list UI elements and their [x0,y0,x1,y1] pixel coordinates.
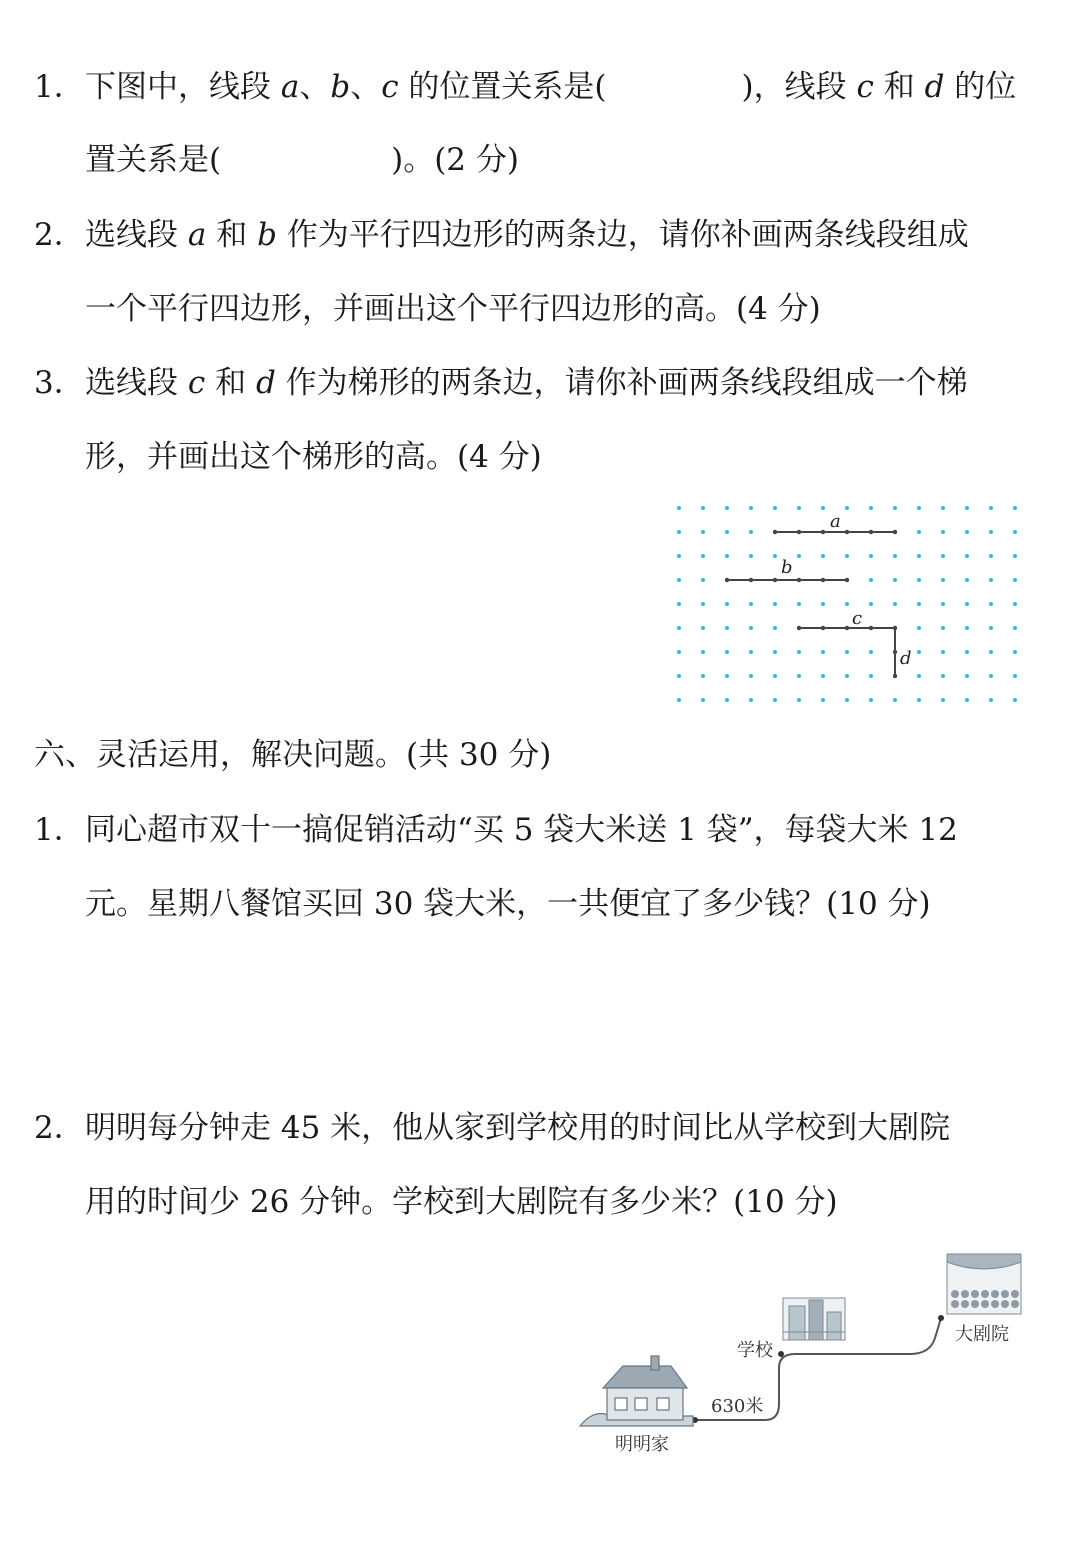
grid-dot [941,626,945,630]
grid-dot [773,674,777,678]
grid-dot [821,650,825,654]
grid-dot [989,602,993,606]
grid-dot [965,650,969,654]
grid-dot [677,578,681,582]
grid-dot [1013,698,1017,702]
segment-point [869,626,873,630]
grid-dot [749,554,753,558]
grid-dot [893,698,897,702]
grid-dot [845,674,849,678]
grid-dot [821,506,825,510]
grid-dot [821,698,825,702]
house-icon [580,1356,693,1426]
grid-dot [773,698,777,702]
grid-dot [725,698,729,702]
grid-dot [893,578,897,582]
grid-dot [749,530,753,534]
segment-point [797,578,801,582]
grid-dot [941,602,945,606]
label-school: 学校 [737,1340,773,1361]
segment-point [893,626,897,630]
question-text: 一个平行四边形，并画出这个平行四边形的高。(4 分) [85,291,821,327]
grid-dot [869,578,873,582]
grid-dot [701,554,705,558]
grid-dot [749,674,753,678]
segment-point [845,626,849,630]
question-text: 选线段 a 和 b 作为平行四边形的两条边，请你补画两条线段组成 [85,217,969,253]
segment-point [893,530,897,534]
grid-dot [701,506,705,510]
grid-dot [1013,554,1017,558]
grid-dot [989,578,993,582]
grid-dot [917,650,921,654]
grid-dot [893,602,897,606]
grid-dot [989,674,993,678]
grid-dot [917,578,921,582]
grid-dot [797,506,801,510]
segment-point [797,626,801,630]
grid-dot [845,554,849,558]
grid-dot [941,650,945,654]
grid-dot [701,698,705,702]
grid-dot [773,626,777,630]
grid-dot [917,698,921,702]
grid-dot [677,602,681,606]
segment-point [845,578,849,582]
grid-dot [941,674,945,678]
grid-dot [749,650,753,654]
grid-dot [893,506,897,510]
grid-dot [725,602,729,606]
grid-dot [1013,602,1017,606]
label-d: d [900,648,912,669]
grid-dot [773,650,777,654]
grid-dot [725,674,729,678]
grid-dot [869,698,873,702]
grid-dot [773,602,777,606]
question-text: 下图中，线段 a、b、c 的位置关系是( )，线段 c 和 d 的位 [85,69,1017,105]
grid-dot [677,554,681,558]
segment-point [893,674,897,678]
grid-dot [773,554,777,558]
route-map-figure [575,1248,1035,1488]
theater-dot [938,1315,944,1321]
grid-dot [1013,578,1017,582]
question-text: 形，并画出这个梯形的高。(4 分) [85,439,542,475]
question-text: 元。星期八餐馆买回 30 袋大米，一共便宜了多少钱？(10 分) [85,886,931,922]
question-number: 1． [34,812,85,848]
grid-dot [845,506,849,510]
grid-dot [725,626,729,630]
grid-dot [701,674,705,678]
grid-dot [749,506,753,510]
grid-dot [797,650,801,654]
segment-point [845,530,849,534]
grid-dot [965,674,969,678]
question-number: 2． [34,217,85,253]
grid-dot [845,650,849,654]
grid-dot [677,626,681,630]
grid-dot [917,530,921,534]
grid-dot [1013,506,1017,510]
grid-dots [677,506,1017,702]
grid-dot [941,698,945,702]
question-text: 置关系是( )。(2 分) [85,142,519,178]
label-home: 明明家 [615,1434,669,1455]
grid-dot [1013,650,1017,654]
grid-dot [965,602,969,606]
question-number: 1． [34,69,85,105]
grid-dot [773,506,777,510]
grid-dot [1013,530,1017,534]
grid-dot [989,698,993,702]
grid-dot [989,506,993,510]
label-b: b [781,557,793,578]
grid-dot [1013,626,1017,630]
segment-point [773,530,777,534]
school-dot [778,1351,784,1357]
label-a: a [830,511,841,532]
grid-dot [941,530,945,534]
question-number: 2． [34,1110,85,1146]
grid-dot [917,674,921,678]
grid-dot [965,578,969,582]
grid-dot [797,674,801,678]
label-c: c [852,608,863,629]
grid-dot [821,554,825,558]
grid-dot [869,554,873,558]
grid-dot [941,554,945,558]
grid-dot [917,554,921,558]
grid-dot [725,554,729,558]
grid-dot [749,626,753,630]
question-number: 3． [34,365,85,401]
grid-dot [725,650,729,654]
segment-point [773,578,777,582]
grid-dot [797,698,801,702]
segment-point [725,578,729,582]
grid-dot [989,530,993,534]
grid-dot [941,578,945,582]
grid-dot [989,554,993,558]
dot-grid-figure [672,500,1022,710]
grid-dot [965,554,969,558]
segment-point [821,626,825,630]
grid-dot [1013,674,1017,678]
grid-dot [917,626,921,630]
school-icon [783,1298,845,1340]
grid-dot [677,530,681,534]
grid-dot [725,530,729,534]
grid-dot [701,650,705,654]
grid-dot [917,506,921,510]
grid-dot [749,698,753,702]
grid-dot [965,698,969,702]
grid-dot [989,650,993,654]
grid-dot [893,554,897,558]
grid-dot [821,674,825,678]
grid-dot [821,602,825,606]
grid-dot [989,626,993,630]
segment-point [797,530,801,534]
grid-dot [965,626,969,630]
grid-dot [869,506,873,510]
grid-dot [677,506,681,510]
grid-dot [845,602,849,606]
grid-dot [701,578,705,582]
section-heading: 六、灵活运用，解决问题。(共 30 分) [34,737,552,773]
grid-dot [797,602,801,606]
segment-point [893,650,897,654]
segment-point [821,530,825,534]
grid-dot [869,602,873,606]
grid-dot [725,506,729,510]
grid-dot [869,650,873,654]
grid-dot [677,674,681,678]
question-text: 用的时间少 26 分钟。学校到大剧院有多少米？(10 分) [85,1184,838,1220]
grid-dot [917,602,921,606]
segment-point [869,530,873,534]
question-text: 选线段 c 和 d 作为梯形的两条边，请你补画两条线段组成一个梯 [85,365,968,401]
grid-dot [941,506,945,510]
question-text: 同心超市双十一搞促销活动“买 5 袋大米送 1 袋”，每袋大米 12 [85,812,958,848]
grid-dot [965,530,969,534]
question-text: 明明每分钟走 45 米，他从家到学校用的时间比从学校到大剧院 [85,1110,951,1146]
grid-dot [965,506,969,510]
grid-dot [701,602,705,606]
label-distance: 630米 [711,1396,764,1417]
grid-dot [845,698,849,702]
grid-dot [677,650,681,654]
label-theater: 大剧院 [955,1324,1009,1345]
theater-icon [947,1254,1021,1314]
grid-dot [701,530,705,534]
segment-point [749,578,753,582]
grid-dot [797,554,801,558]
grid-dot [701,626,705,630]
segment-point [821,578,825,582]
grid-dot [677,698,681,702]
grid-dot [869,674,873,678]
grid-dot [749,602,753,606]
